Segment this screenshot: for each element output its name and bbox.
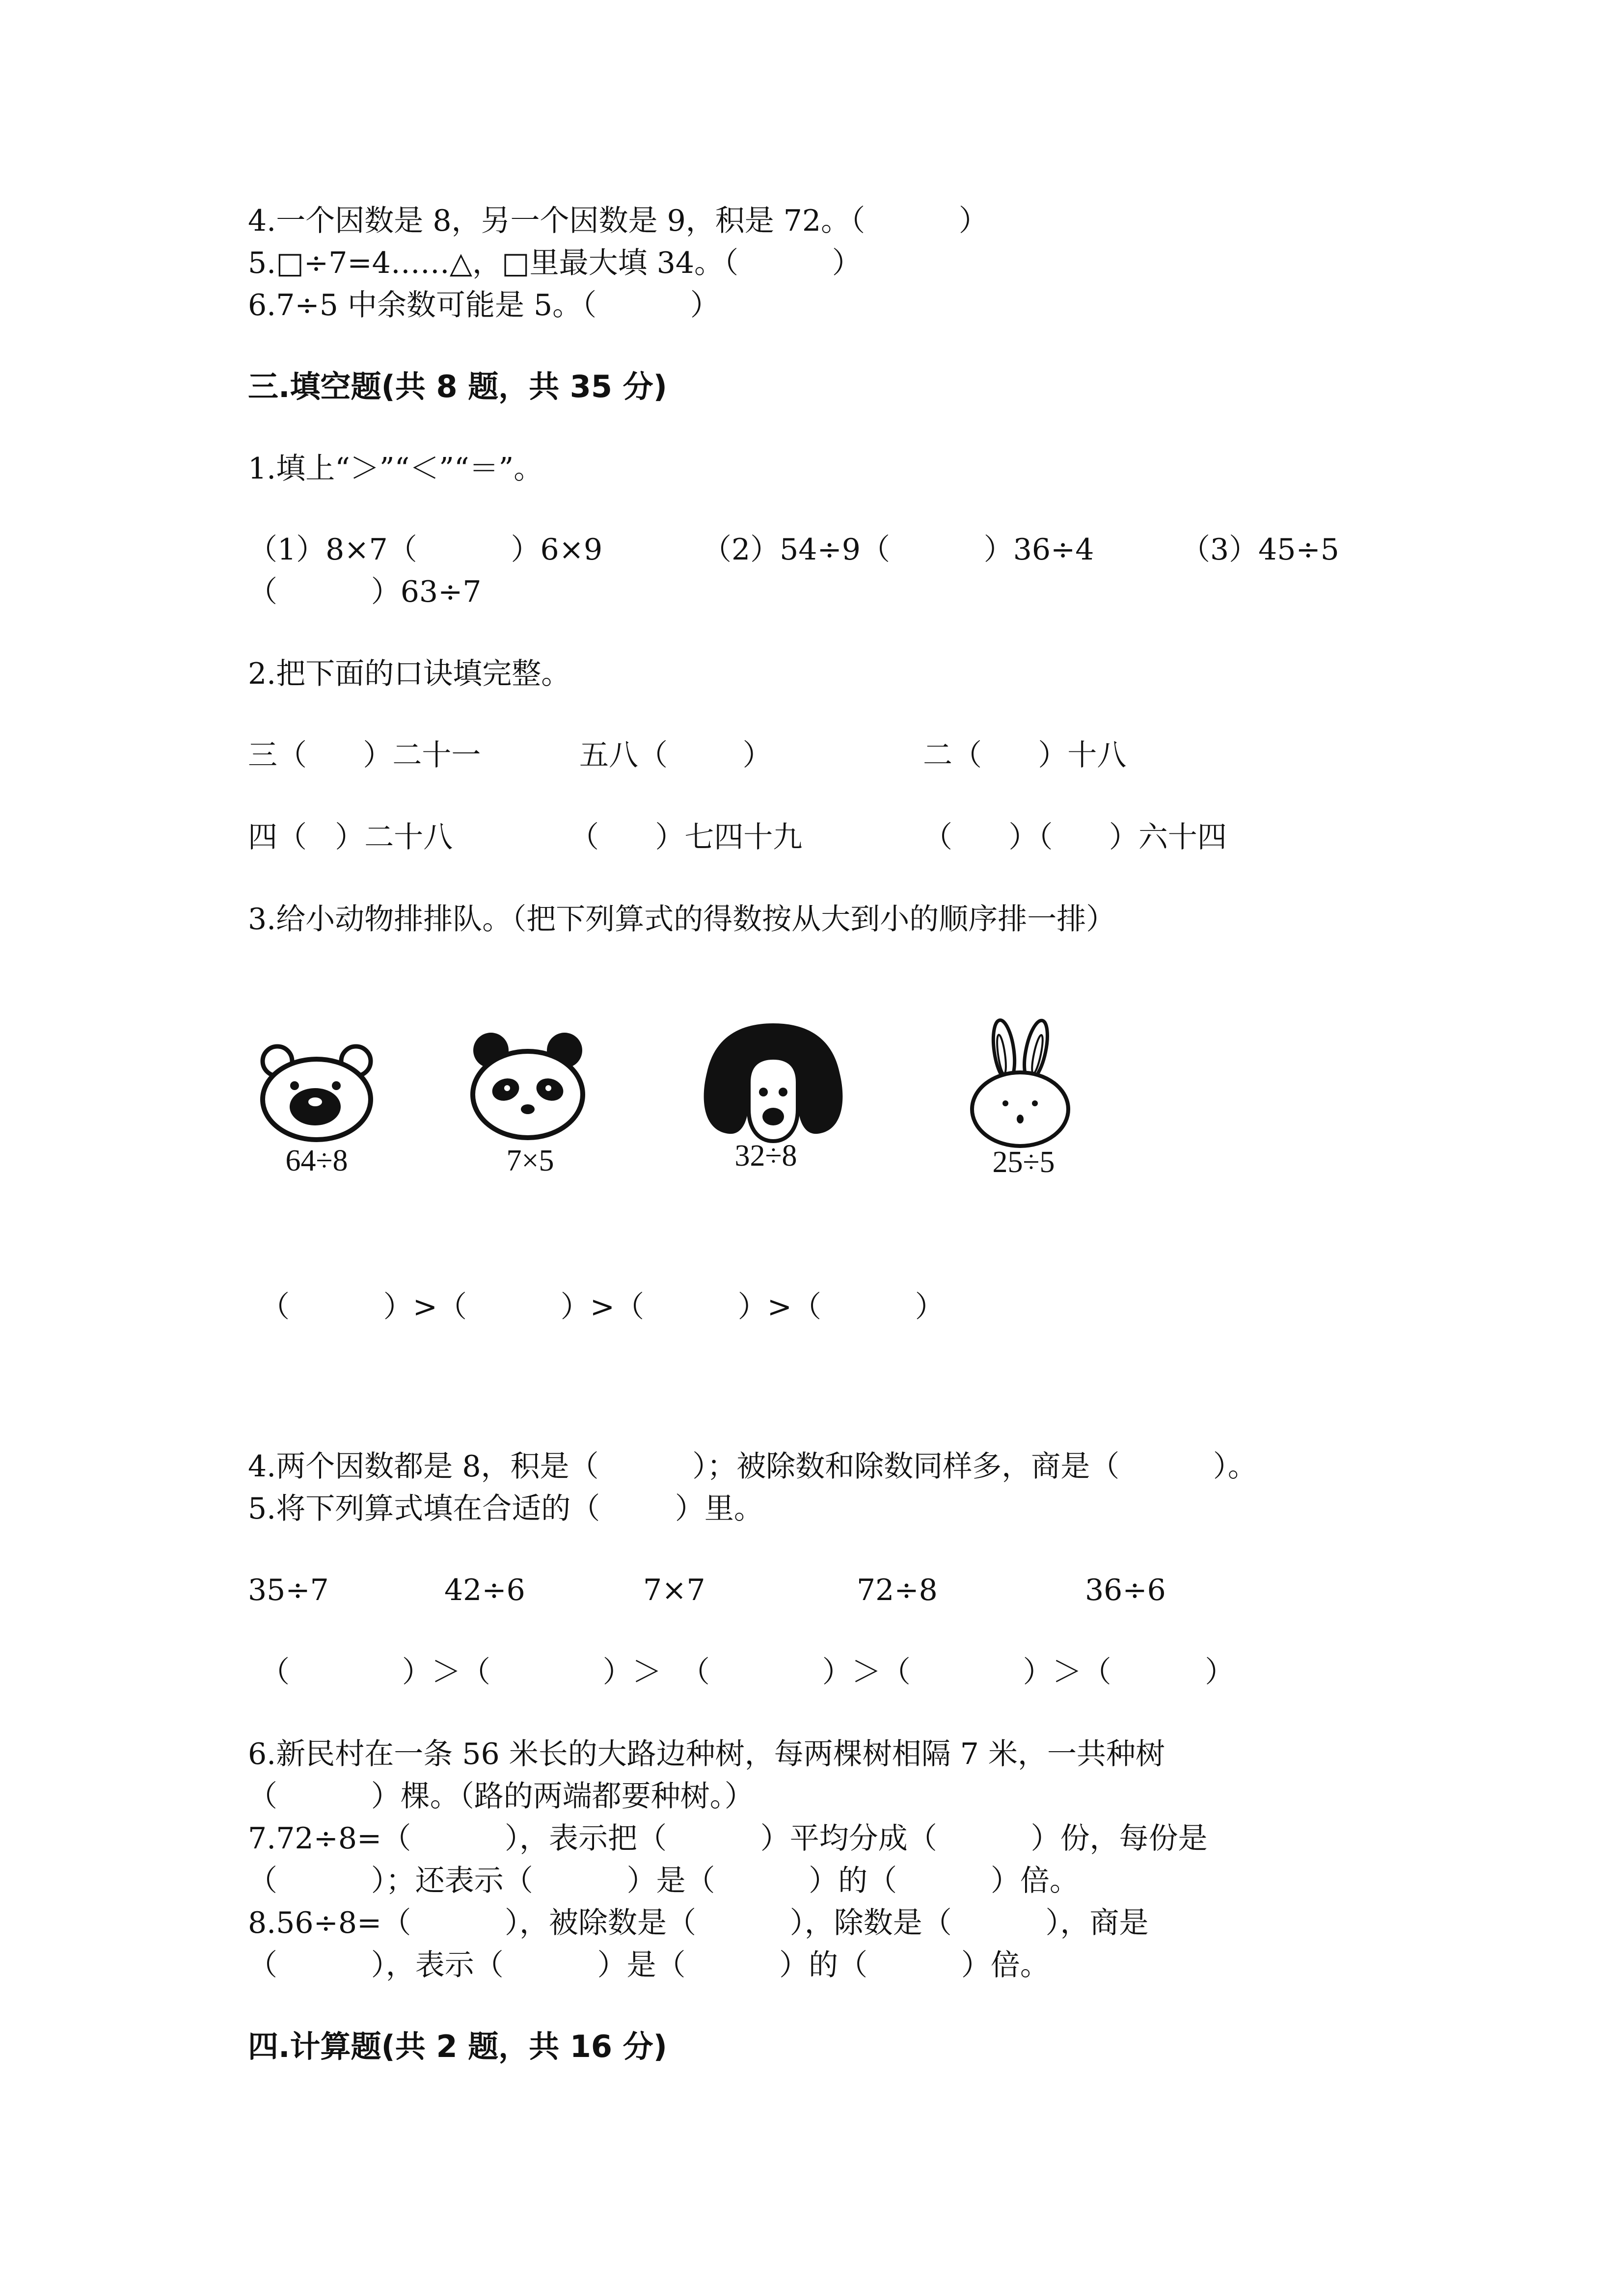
q2-row2-a: 四（ ）二十八 [248, 820, 453, 854]
q1-part-2: （2）54÷9（ ）36÷4 [702, 533, 1094, 567]
q3-answer-line: （ ）>（ ）>（ ）>（ ） [260, 1290, 945, 1324]
q2-prompt: 2.把下面的口诀填完整。 [248, 657, 571, 691]
q5-answer-line: （ ）＞（ ）＞ （ ）＞（ ）＞（ ） [260, 1655, 1235, 1689]
q2-row1-a: 三（ ）二十一 [248, 738, 481, 773]
q6-line-2: （ ）棵。（路的两端都要种树。） [248, 1779, 754, 1814]
dog-image [695, 1018, 852, 1146]
q5-expr-1: 35÷7 [248, 1573, 329, 1607]
q2-row2-c: （ ）（ ）六十四 [923, 820, 1227, 854]
rabbit-label: 25÷5 [992, 1146, 1055, 1179]
judge-item-5: 5.□÷7=4……△，□里最大填 34。（ ） [248, 246, 862, 280]
q8-line-2: （ ），表示（ ）是（ ）的（ ）倍。 [248, 1948, 1050, 1982]
q1-prompt: 1.填上“＞”“＜”“＝”。 [248, 452, 543, 486]
q1-part-1: （1）8×7（ ）6×9 [248, 533, 603, 567]
section-3-title: 三.填空题(共 8 题，共 35 分) [248, 369, 667, 404]
q5-prompt: 5.将下列算式填在合适的（ ）里。 [248, 1492, 763, 1526]
q3-prompt: 3.给小动物排排队。（把下列算式的得数按从大到小的顺序排一排） [248, 902, 1116, 936]
q4-text: 4.两个因数都是 8，积是（ ）；被除数和除数同样多，商是（ ）。 [248, 1449, 1257, 1484]
judge-item-6: 6.7÷5 中余数可能是 5。（ ） [248, 288, 720, 322]
q2-row1-c: 二（ ）十八 [923, 738, 1127, 773]
section-4-title: 四.计算题(共 2 题，共 16 分) [248, 2029, 667, 2064]
q7-line-1: 7.72÷8=（ ），表示把（ ）平均分成（ ）份，每份是 [248, 1821, 1208, 1856]
judge-item-4: 4.一个因数是 8，另一个因数是 9，积是 72。（ ） [248, 204, 988, 238]
panda-label: 7×5 [506, 1144, 554, 1177]
q2-row2-b: （ ）七四十九 [569, 820, 803, 854]
q6-line-1: 6.新民村在一条 56 米长的大路边种树，每两棵树相隔 7 米，一共种树 [248, 1737, 1165, 1771]
q5-expr-2: 42÷6 [444, 1573, 525, 1607]
q1-part-3: （3）45÷5 [1181, 533, 1339, 567]
bear-image [255, 1041, 378, 1144]
q7-line-2: （ ）；还表示（ ）是（ ）的（ ）倍。 [248, 1864, 1079, 1898]
dog-label: 32÷8 [734, 1139, 797, 1173]
q5-expr-4: 72÷8 [857, 1573, 938, 1607]
q5-expr-5: 36÷6 [1085, 1573, 1166, 1607]
q1-part-3-cont: （ ）63÷7 [248, 575, 482, 609]
bear-label: 64÷8 [285, 1144, 348, 1177]
q8-line-1: 8.56÷8=（ ），被除数是（ ），除数是（ ），商是 [248, 1906, 1149, 1940]
q2-row1-b: 五八（ ） [579, 738, 772, 773]
q5-expr-3: 7×7 [643, 1573, 705, 1607]
rabbit-image [962, 1016, 1080, 1148]
panda-image [464, 1028, 592, 1141]
